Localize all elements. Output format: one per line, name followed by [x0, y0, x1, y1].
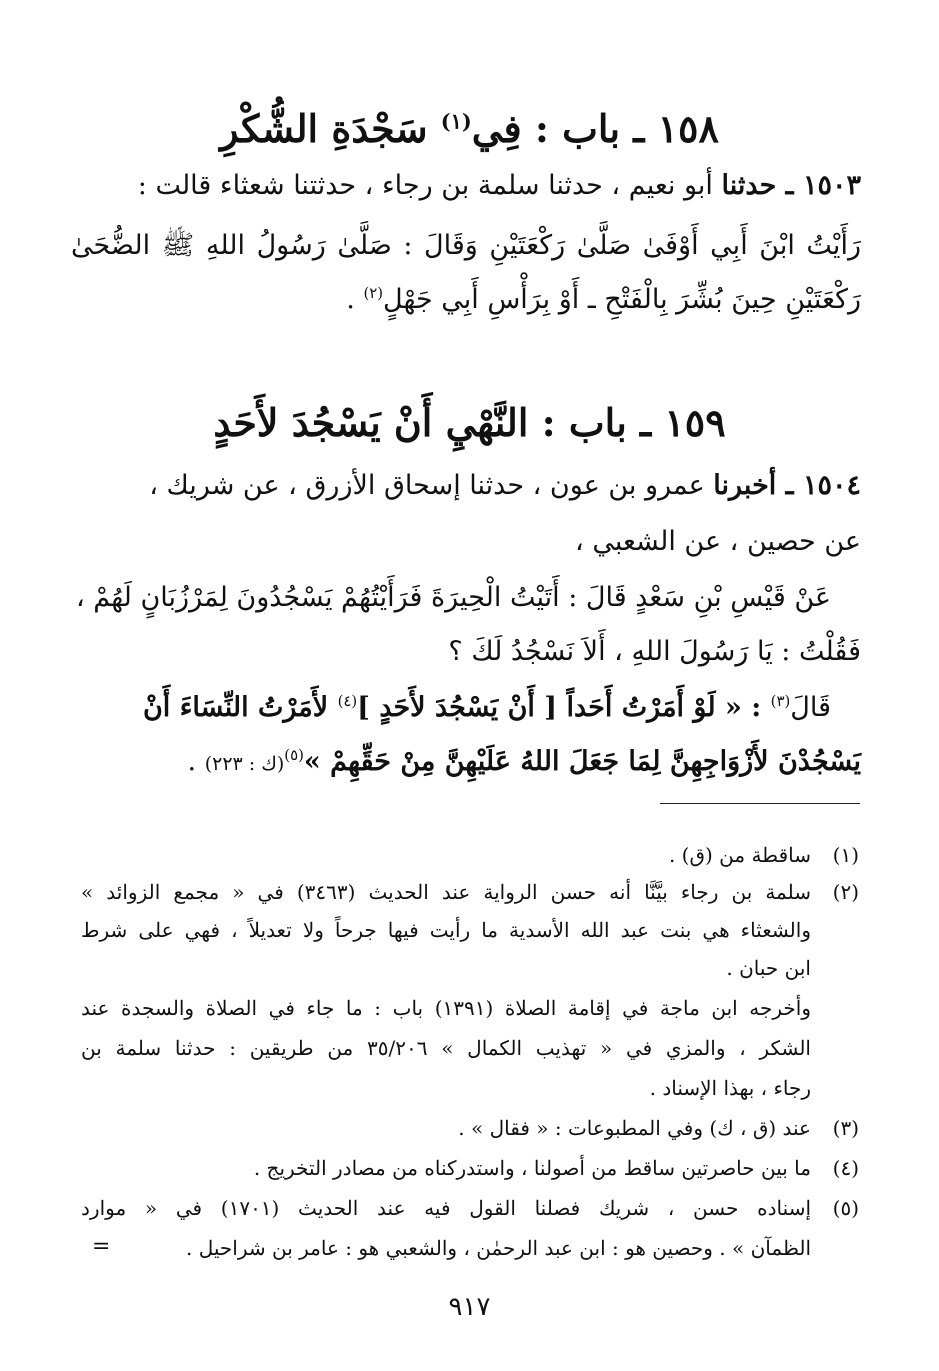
hadith-1504-quote-3: يَسْجُدْنَ لأَزْوَاجِهِنَّ لِمَا جَعَلَ اللهُ عَلَيْهِنَّ مِنْ حَقِّهِمْ » [303, 746, 861, 777]
footnote-2-line-5: الشكر ، والمزي في « تهذيب الكمال » ٣٥/٢٠٦ من طريقين : حدثنا سلمة بن [81, 1036, 811, 1060]
footnote-2-number: (٢) [832, 880, 859, 904]
footnote-2-line-6: رجاء ، بهذا الإسناد . [649, 1076, 811, 1100]
hadith-1503-line-1 [71, 170, 861, 201]
footnote-5-line-1: إسناده حسن ، شريك فصلنا القول فيه عند الحديث (١٧٠١) في « موارد [81, 1196, 812, 1220]
footnote-1-text: ساقطة من (ق) . [668, 843, 811, 867]
hadith-1503-line-2 [71, 228, 861, 268]
hadith-1504-line-2 [71, 526, 861, 557]
hadith-1504-line-4 [71, 636, 861, 667]
footnote-3-number: (٣) [832, 1116, 859, 1140]
hadith-1503-matn-1: رَأَيْتُ ابْنَ أَبِي أَوْفَىٰ صَلَّىٰ رَكْعَتَيْنِ وَقَالَ : صَلَّىٰ رَسُولُ اللهِ ﷺ الضُّحَىٰ [71, 230, 861, 261]
hadith-1504-line-3 [71, 582, 831, 613]
footnote-2-line-3: ابن حبان . [726, 956, 811, 980]
hadith-1503-matn-2: رَكْعَتَيْنِ حِينَ بُشِّرَ بِالْفَتْحِ ـ أَوْ بِرَأْسِ أَبِي جَهْلٍ [383, 284, 861, 315]
footnote-2-line-4: وأخرجه ابن ماجة في إقامة الصلاة (١٣٩١) باب : ما جاء في الصلاة والسجدة عند [81, 996, 812, 1020]
footnote-2-line-2: والشعثاء هي بنت عبد الله الأسدية ما رأيت فيها جرحاً ولا تعديلاً ، فهي على شرط [81, 918, 811, 942]
footnote-separator [660, 803, 860, 804]
footnote-ref-5: (٥) [284, 746, 304, 764]
period: . [346, 284, 364, 315]
footnote-5-number: (٥) [832, 1196, 859, 1220]
hadith-1504-isnad-2: عن حصين ، عن الشعبي ، [575, 526, 861, 557]
chapter-heading-158 [0, 106, 939, 151]
hadith-1504-line-5 [71, 692, 831, 723]
hadith-1504-number: ١٥٠٤ ـ أخبرنا [713, 470, 861, 501]
footnote-2-line-1: سلمة بن رجاء بيَّنَّا أنه حسن الرواية عند الحديث (٣٤٦٣) في « مجمع الزوائد » [81, 880, 811, 904]
continuation-mark: = [92, 1234, 111, 1259]
period: . [187, 746, 205, 777]
chapter-159-title: ١٥٩ ـ باب : النَّهْيِ أَنْ يَسْجُدَ لأَحَدٍ [213, 400, 726, 445]
chapter-158-title: ١٥٨ ـ باب : فِي [471, 106, 719, 151]
hadith-1504-line-1 [71, 470, 861, 501]
hadith-1504-matn-1: عَنْ قَيْسِ بْنِ سَعْدٍ قَالَ : أَتَيْتُ الْحِيرَةَ فَرَأَيْتُهُمْ يَسْجُدُونَ لِمَرْزُبَانٍ لَهُمْ ، [75, 582, 831, 613]
footnote-ref-4: (٤) [337, 692, 358, 710]
page-number: ٩١٧ [448, 1292, 491, 1322]
footnote-ref-1: (١) [440, 108, 472, 134]
hadith-1504-line-6 [71, 746, 861, 777]
footnote-ref-2: (٢) [363, 284, 384, 302]
footnote-1-number: (١) [832, 843, 859, 867]
footnote-3-text: عند (ق ، ك) وفي المطبوعات : « فقال » . [458, 1116, 811, 1140]
hadith-1504-quote-1: : « لَوْ أَمَرْتُ أَحَداً [ أَنْ يَسْجُدَ لأَحَدٍ ] [357, 692, 771, 723]
hadith-1504-quote-2: لأَمَرْتُ النِّسَاءَ أَنْ [142, 692, 338, 723]
hadith-1503-number: ١٥٠٣ ـ حدثنا [721, 170, 861, 201]
footnote-4-text: ما بين حاصرتين ساقط من أصولنا ، واستدركناه من مصادر التخريج . [253, 1156, 811, 1180]
chapter-heading-159 [0, 400, 939, 445]
hadith-1504-isnad-1: عمرو بن عون ، حدثنا إسحاق الأزرق ، عن شريك ، [149, 470, 714, 501]
manuscript-reference: (ك : ٢٢٣) [204, 753, 285, 775]
hadith-1504-matn-2: فَقُلْتُ : يَا رَسُولَ اللهِ ، أَلاَ نَسْجُدُ لَكَ ؟ [448, 636, 861, 667]
hadith-1503-isnad: أبو نعيم ، حدثنا سلمة بن رجاء ، حدثتنا شعثاء قالت : [137, 170, 722, 201]
hadith-1504-qala: قَالَ [790, 692, 831, 723]
chapter-158-title-rest: سَجْدَةِ الشُّكْرِ [220, 106, 441, 151]
hadith-1503-line-3 [71, 284, 861, 315]
footnote-4-number: (٤) [832, 1156, 859, 1180]
footnote-ref-3: (٣) [770, 692, 791, 710]
footnote-5-line-2: الظمآن » . وحصين هو : ابن عبد الرحمٰن ، والشعبي هو : عامر بن شراحيل . [186, 1236, 811, 1260]
